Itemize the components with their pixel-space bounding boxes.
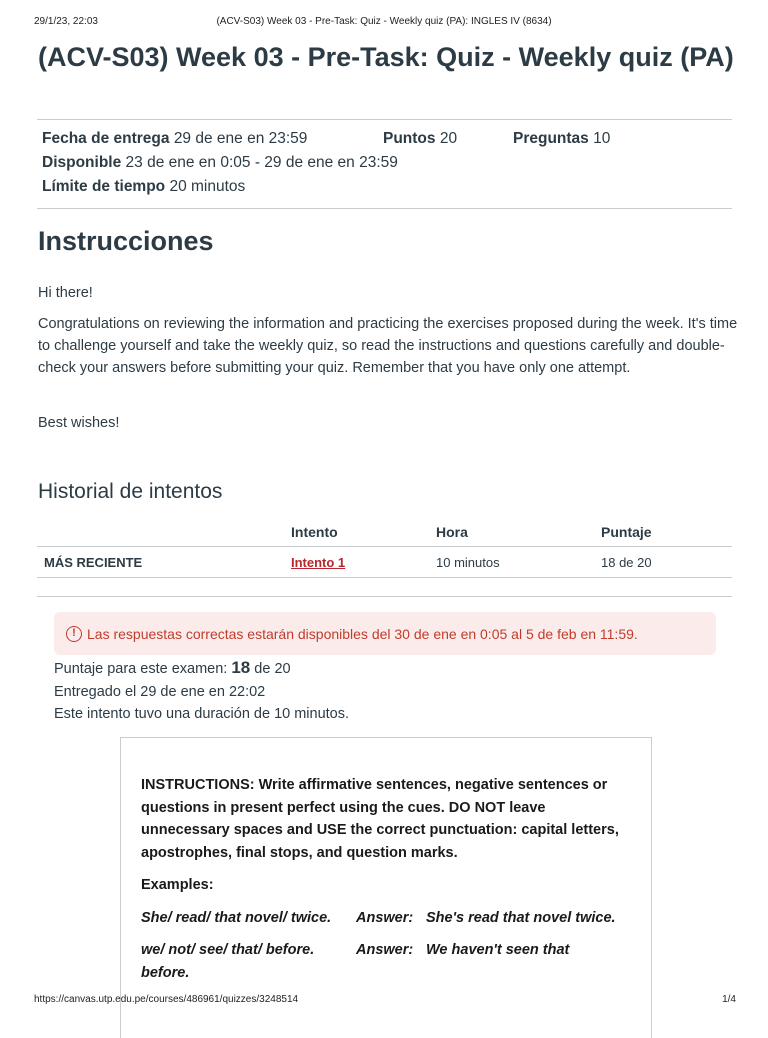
details-row-2: [42, 154, 398, 178]
print-page-title: (ACV-S03) Week 03 - Pre-Task: Quiz - Weekly quiz (PA): INGLES IV (8634): [216, 16, 552, 27]
example-answer: We haven't seen that: [426, 942, 570, 958]
instructions-greeting: Hi there!: [38, 285, 93, 301]
questions-value: 10: [593, 130, 611, 147]
divider: [37, 119, 732, 120]
table-header-row: [37, 517, 732, 547]
score-value: 18: [231, 658, 251, 677]
table-row: [37, 547, 732, 578]
attempts-table: [37, 517, 732, 578]
example-row: [141, 939, 636, 962]
score-summary: [54, 657, 349, 726]
answers-availability-alert: [54, 612, 716, 655]
column-header-score: Puntaje: [601, 517, 732, 547]
example-row: [141, 907, 636, 930]
duration-line: Este intento tuvo una duración de 10 minutos.: [54, 706, 350, 722]
available-label: Disponible: [42, 154, 122, 171]
attempt-score: 18 de 20: [601, 547, 732, 578]
score-suffix: de 20: [254, 661, 291, 677]
score-line: [54, 657, 349, 681]
most-recent-label: MÁS RECIENTE: [37, 547, 291, 578]
print-page-number: 1/4: [722, 994, 736, 1005]
instructions-body: Congratulations on reviewing the information and practicing the exercises proposed during the week. It's time to challenge yourself and take the weekly quiz, so read the instructions and questions carefully and double-check your answers before submitting your quiz. Remember that you have only one attempt.: [38, 316, 738, 376]
questions-label: Preguntas: [513, 130, 589, 147]
print-datetime: 29/1/23, 22:03: [34, 16, 98, 27]
print-url: https://canvas.utp.edu.pe/courses/486961/quizzes/3248514: [34, 994, 299, 1005]
question-instructions: INSTRUCTIONS: Write affirmative sentences, negative sentences or questions in present perfect using the cues. DO NOT leave unnecessary spaces and USE the correct punctuation: capital letters, apostrophes, final stops, and question marks.: [141, 777, 619, 861]
attempt-time: 10 minutos: [436, 547, 601, 578]
quiz-title: (ACV-S03) Week 03 - Pre-Task: Quiz - Weekly quiz (PA): [38, 42, 734, 72]
example-answer-label: Answer:: [356, 909, 414, 926]
points-value: 20: [439, 130, 458, 147]
due-date-label: Fecha de entrega: [42, 130, 170, 147]
history-heading: Historial de intentos: [38, 480, 223, 503]
column-header-attempt: Intento: [291, 517, 436, 547]
time-limit-value: 20 minutos: [169, 178, 246, 195]
submitted-line: Entregado el 29 de ene en 22:02: [54, 683, 266, 700]
attempt-1-link[interactable]: Intento 1: [291, 554, 346, 570]
warning-circle-icon: !: [66, 626, 82, 642]
details-row-1: [42, 130, 611, 154]
example-continuation: before.: [141, 964, 190, 981]
details-row-3: [42, 178, 398, 202]
time-limit-label: Límite de tiempo: [42, 178, 166, 195]
instructions-heading: Instrucciones: [38, 226, 214, 256]
example-answer: She's read that novel twice.: [426, 909, 616, 926]
example-cue: we/ not/ see/ that/ before.: [141, 942, 315, 958]
due-date-value: 29 de ene en 23:59: [173, 130, 308, 147]
divider: [37, 208, 732, 209]
column-header: [37, 517, 291, 547]
examples-label: Examples:: [141, 877, 214, 893]
quiz-details: [42, 130, 611, 202]
alert-text: Las respuestas correctas estarán disponibles del 30 de ene en 0:05 al 5 de feb en 11:59.: [87, 625, 638, 642]
question-box: [120, 737, 652, 1038]
example-cue: She/ read/ that novel/ twice.: [141, 909, 332, 926]
points-label: Puntos: [383, 130, 436, 147]
available-value: 23 de ene en 0:05 - 29 de ene en 23:59: [125, 154, 398, 171]
example-answer-label: Answer:: [356, 942, 414, 958]
instructions-closing: Best wishes!: [38, 415, 120, 431]
score-prefix: Puntaje para este examen:: [54, 661, 228, 677]
divider: [37, 596, 732, 597]
column-header-time: Hora: [436, 517, 601, 547]
question-content: [141, 774, 636, 984]
